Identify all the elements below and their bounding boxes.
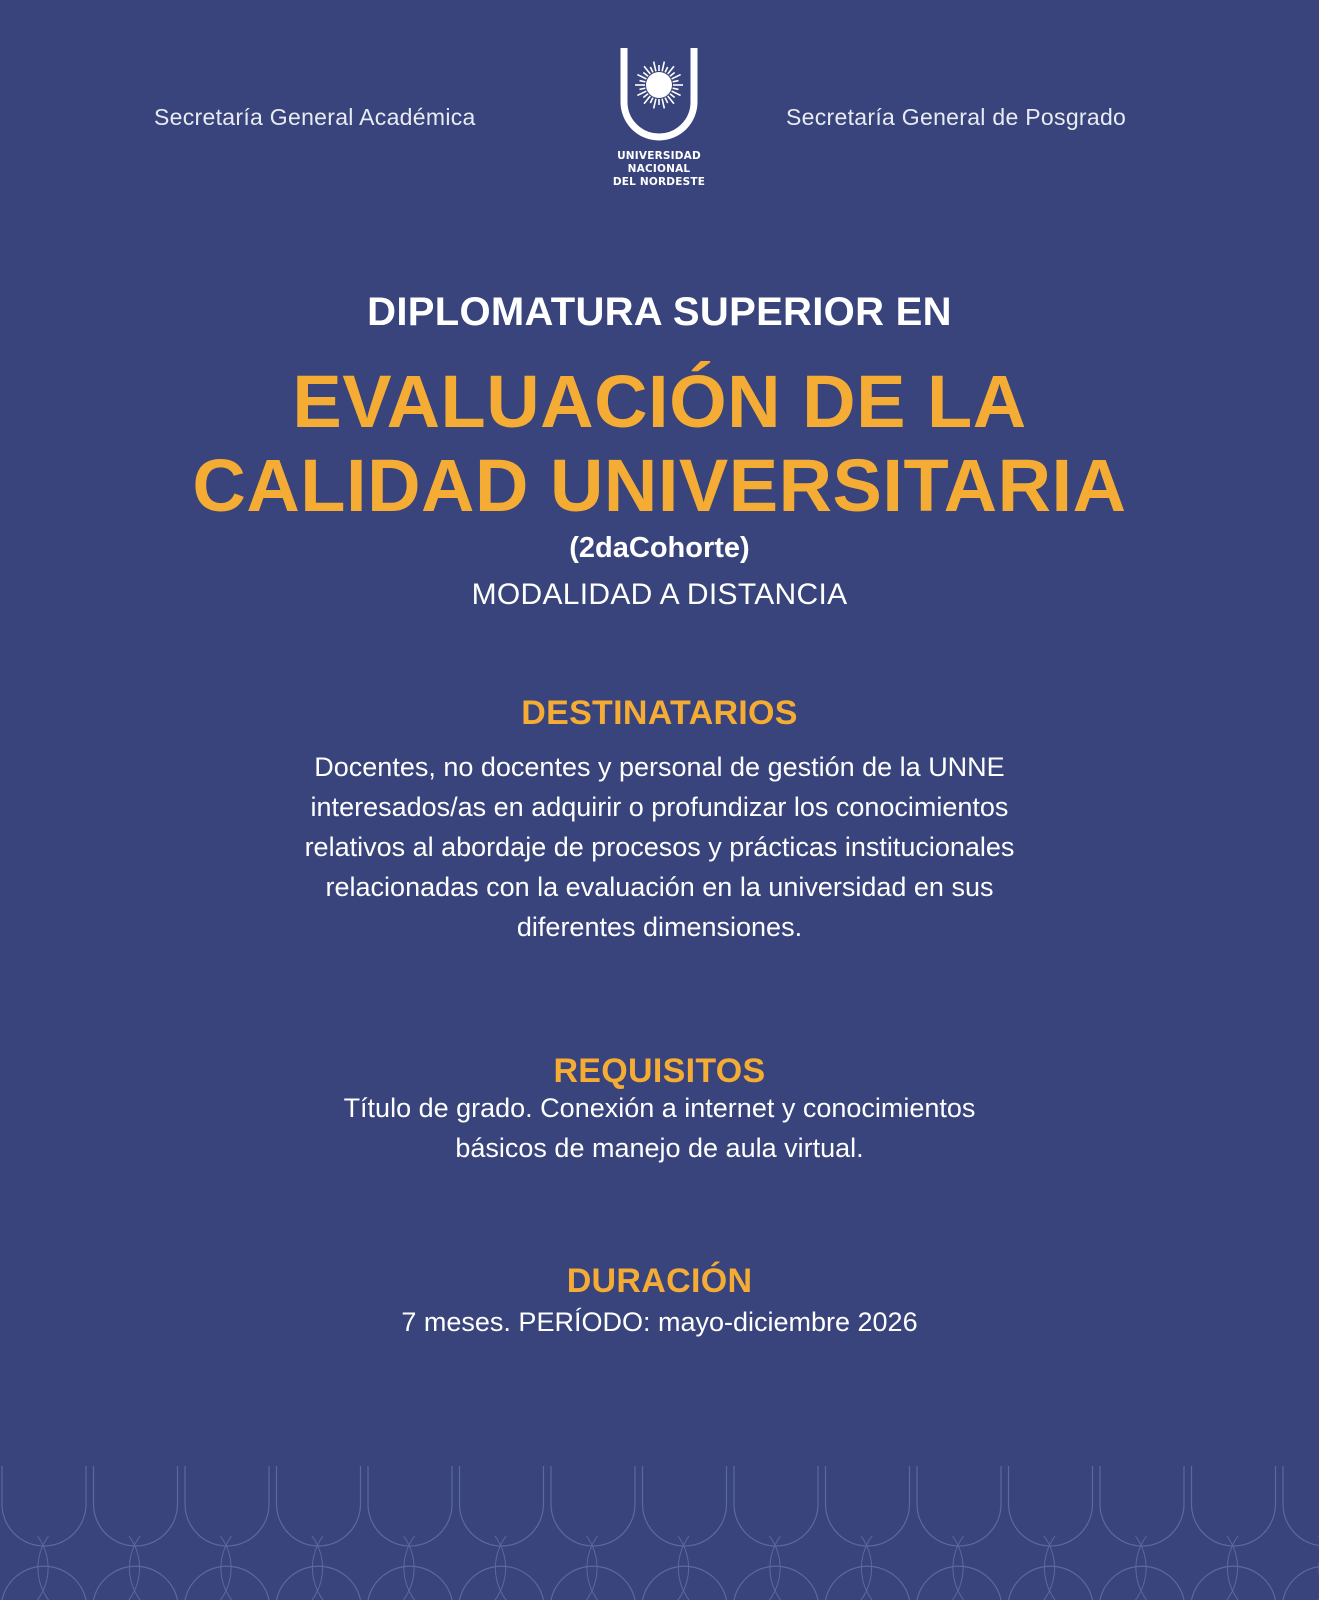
duracion-title: DURACIÓN	[566, 1262, 753, 1300]
duracion-line: 7 meses. PERÍODO: mayo-diciembre 2026	[401, 1307, 918, 1337]
university-logo	[604, 46, 714, 196]
requisitos-line: básicos de manejo de aula virtual.	[455, 1133, 864, 1163]
destinatarios-line: relativos al abordaje de procesos y prácticas institucionales	[304, 832, 1015, 862]
destinatarios-line: interesados/as en adquirir o profundizar los conocimientos	[310, 792, 1009, 822]
destinatarios-title: DESTINATARIOS	[521, 694, 798, 732]
logo-line-1: UNIVERSIDAD	[617, 150, 701, 162]
program-cohort: (2daCohorte)	[569, 532, 750, 564]
destinatarios-line: diferentes dimensiones.	[516, 912, 803, 942]
header-left-secretaria: Secretaría General Académica	[154, 104, 476, 130]
unne-sun-u-logo-icon	[618, 46, 700, 144]
program-title-line-1: EVALUACIÓN DE LA	[292, 360, 1027, 443]
program-title	[0, 360, 1319, 528]
logo-line-2: NACIONAL	[627, 163, 691, 175]
header-right-secretaria: Secretaría General de Posgrado	[786, 104, 1127, 130]
arch-tile-pattern-icon	[0, 1466, 1319, 1600]
logo-line-3: DEL NORDESTE	[612, 176, 706, 188]
logo-text	[604, 150, 714, 189]
requisitos-title: REQUISITOS	[553, 1052, 766, 1090]
program-kicker: DIPLOMATURA SUPERIOR EN	[367, 290, 952, 334]
destinatarios-body	[0, 747, 1319, 947]
program-title-line-2: CALIDAD UNIVERSITARIA	[192, 444, 1127, 527]
destinatarios-line: relacionadas con la evaluación en la universidad en sus	[325, 872, 994, 902]
requisitos-body	[0, 1088, 1319, 1168]
destinatarios-line: Docentes, no docentes y personal de gestión de la UNNE	[314, 752, 1005, 782]
requisitos-line: Título de grado. Conexión a internet y conocimientos	[343, 1093, 976, 1123]
duracion-body	[0, 1302, 1319, 1342]
program-mode: MODALIDAD A DISTANCIA	[471, 578, 848, 611]
